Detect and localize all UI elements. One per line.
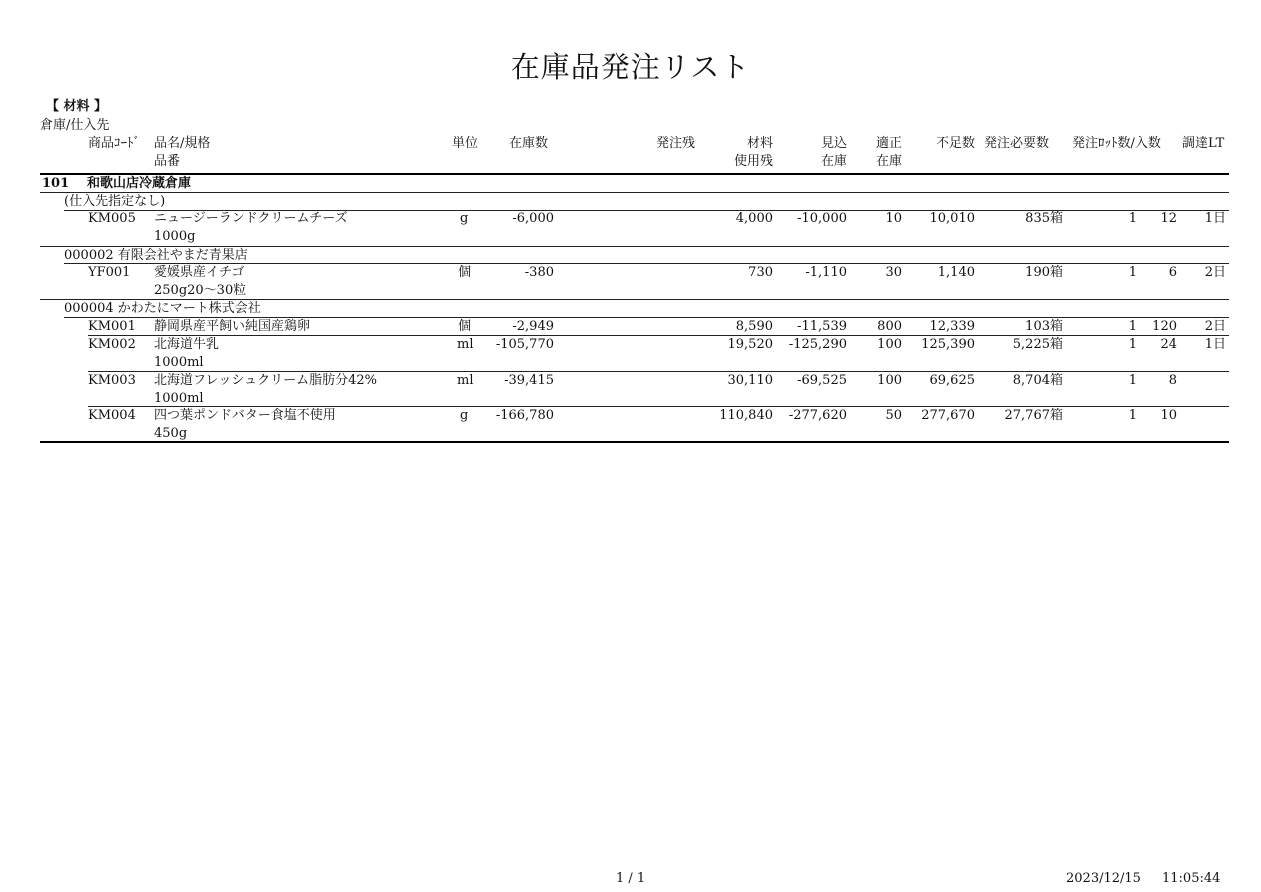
warehouse-name: 和歌山店冷蔵倉庫 xyxy=(87,176,192,191)
item-code: YF001 xyxy=(88,265,131,280)
item-code: KM001 xyxy=(88,319,136,334)
header-projected-1: 見込 xyxy=(820,136,847,151)
item-shortage: 125,390 xyxy=(921,337,975,352)
header-lot: 発注ﾛｯﾄ数/入数 xyxy=(1072,136,1161,151)
print-time: 11:05:44 xyxy=(1162,871,1221,886)
item-projected: -1,110 xyxy=(805,265,847,280)
item-name: 静岡県産平飼い純国産鶏卵 xyxy=(154,319,311,334)
item-qty: 120 xyxy=(1152,319,1177,334)
row-rule xyxy=(88,371,1229,372)
item-stock: -380 xyxy=(524,265,554,280)
table-row xyxy=(0,408,1261,444)
header-proper-1: 適正 xyxy=(875,136,902,151)
item-material: 110,840 xyxy=(719,408,773,423)
item-name: 北海道フレッシュクリーム脂肪分42% xyxy=(154,373,377,388)
item-spec: 250g20～30粒 xyxy=(154,283,247,298)
item-projected: -10,000 xyxy=(797,211,847,226)
item-spec: 1000g xyxy=(154,229,196,244)
header-projected-2: 在庫 xyxy=(820,154,847,169)
header-stock: 在庫数 xyxy=(509,136,549,151)
item-required: 5,225箱 xyxy=(1012,337,1063,352)
item-name: 四つ葉ポンドバター食塩不使用 xyxy=(154,408,336,423)
item-code: KM004 xyxy=(88,408,136,423)
item-proper: 30 xyxy=(885,265,902,280)
item-unit: 個 xyxy=(458,319,472,334)
item-lt: 1日 xyxy=(1204,211,1226,226)
row-rule xyxy=(88,406,1229,407)
table-row xyxy=(0,337,1261,373)
report-title: 在庫品発注リスト xyxy=(510,50,751,84)
item-spec: 1000ml xyxy=(154,391,204,406)
header-material-2: 使用残 xyxy=(733,154,773,169)
item-proper: 800 xyxy=(877,319,902,334)
item-required: 27,767箱 xyxy=(1004,408,1063,423)
item-name: 愛媛県産イチゴ xyxy=(154,265,245,280)
item-proper: 10 xyxy=(885,211,902,226)
header-code: 商品ｺｰﾄﾞ xyxy=(88,136,141,151)
item-lot: 1 xyxy=(1128,337,1137,352)
item-unit: ml xyxy=(457,373,474,388)
item-required: 190箱 xyxy=(1025,265,1063,280)
item-projected: -69,525 xyxy=(797,373,847,388)
item-unit: g xyxy=(460,211,469,226)
item-material: 730 xyxy=(748,265,773,280)
item-qty: 8 xyxy=(1168,373,1177,388)
item-stock: -6,000 xyxy=(512,211,554,226)
item-required: 8,704箱 xyxy=(1012,373,1063,388)
row-rule xyxy=(40,246,1229,247)
item-projected: -277,620 xyxy=(788,408,847,423)
item-material: 30,110 xyxy=(727,373,773,388)
print-date: 2023/12/15 xyxy=(1066,871,1141,886)
item-stock: -166,780 xyxy=(495,408,554,423)
table-row xyxy=(0,211,1261,247)
item-shortage: 10,010 xyxy=(929,211,975,226)
item-lt: 1日 xyxy=(1204,337,1226,352)
item-material: 19,520 xyxy=(727,337,773,352)
header-lt: 調達LT xyxy=(1182,136,1225,151)
item-spec: 1000ml xyxy=(154,355,204,370)
header-sub: 品番 xyxy=(154,154,181,169)
supplier-label: 000004 かわたにマート株式会社 xyxy=(64,301,261,316)
item-projected: -11,539 xyxy=(797,319,847,334)
supplier-rule xyxy=(64,317,1229,318)
item-qty: 12 xyxy=(1160,211,1177,226)
item-unit: 個 xyxy=(458,265,472,280)
row-rule xyxy=(88,335,1229,336)
supplier-label: (仕入先指定なし) xyxy=(64,194,166,209)
item-name: 北海道牛乳 xyxy=(154,337,220,352)
item-unit: ml xyxy=(457,337,474,352)
section-label: 【 材料 】 xyxy=(46,99,108,114)
item-qty: 10 xyxy=(1160,408,1177,423)
item-lot: 1 xyxy=(1128,408,1137,423)
header-shortage: 不足数 xyxy=(935,136,975,151)
item-shortage: 277,670 xyxy=(921,408,975,423)
item-lot: 1 xyxy=(1128,211,1137,226)
item-lot: 1 xyxy=(1128,265,1137,280)
item-shortage: 69,625 xyxy=(929,373,975,388)
warehouse-rule xyxy=(40,192,1229,193)
group-label: 倉庫/仕入先 xyxy=(40,118,110,133)
item-lt: 2日 xyxy=(1204,265,1226,280)
header-proper-2: 在庫 xyxy=(875,154,902,169)
header-unit: 単位 xyxy=(452,136,479,151)
item-required: 835箱 xyxy=(1025,211,1063,226)
item-stock: -105,770 xyxy=(495,337,554,352)
row-rule xyxy=(40,299,1229,300)
page-number: 1 / 1 xyxy=(616,871,646,886)
header-rule xyxy=(40,173,1229,175)
item-stock: -2,949 xyxy=(512,319,554,334)
table-bottom-rule xyxy=(40,441,1229,443)
item-proper: 50 xyxy=(885,408,902,423)
item-required: 103箱 xyxy=(1025,319,1063,334)
header-name: 品名/規格 xyxy=(154,136,211,151)
table-row xyxy=(0,265,1261,301)
supplier-label: 000002 有限会社やまだ青果店 xyxy=(64,248,248,263)
item-name: ニュージーランドクリームチーズ xyxy=(154,211,348,226)
item-lot: 1 xyxy=(1128,319,1137,334)
item-lot: 1 xyxy=(1128,373,1137,388)
item-code: KM003 xyxy=(88,373,136,388)
item-material: 4,000 xyxy=(735,211,773,226)
item-shortage: 1,140 xyxy=(937,265,975,280)
warehouse-code: 101 xyxy=(42,176,70,191)
item-code: KM002 xyxy=(88,337,136,352)
item-qty: 6 xyxy=(1168,265,1177,280)
header-material-1: 材料 xyxy=(746,136,773,151)
item-code: KM005 xyxy=(88,211,136,226)
item-unit: g xyxy=(460,408,469,423)
item-spec: 450g xyxy=(154,426,188,441)
header-required: 発注必要数 xyxy=(984,136,1050,151)
item-lt: 2日 xyxy=(1204,319,1226,334)
table-row xyxy=(0,373,1261,409)
supplier-rule xyxy=(64,263,1229,264)
item-proper: 100 xyxy=(877,337,902,352)
item-stock: -39,415 xyxy=(504,373,554,388)
item-qty: 24 xyxy=(1160,337,1177,352)
item-proper: 100 xyxy=(877,373,902,388)
item-material: 8,590 xyxy=(735,319,773,334)
header-order-remain: 発注残 xyxy=(656,136,696,151)
item-shortage: 12,339 xyxy=(929,319,975,334)
item-projected: -125,290 xyxy=(788,337,847,352)
